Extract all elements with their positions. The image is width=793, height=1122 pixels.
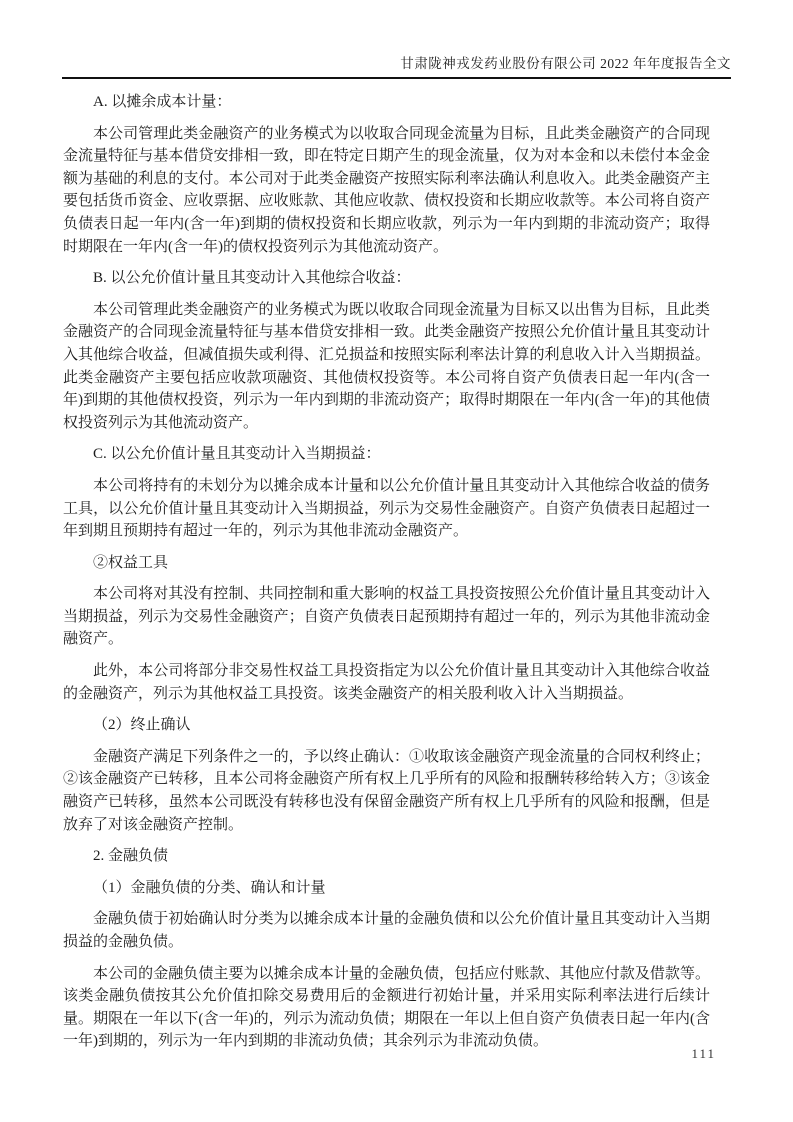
document-body (63, 91, 710, 1062)
heading-a-amortized-cost: A. 以摊余成本计量： (93, 94, 232, 110)
heading-liability-classification: （1）金融负债的分类、确认和计量 (93, 879, 326, 896)
paragraph-liability-measure: 本公司的金融负债主要为以摊余成本计量的金融负债，包括应付账款、其他应付款及借款等。该类金融负债按其公允价值扣除交易费用后的金额进行初始计量，并采用实际利率法进行后续计量。期限在一年以下(含一年)的，列示为流动负债；期限在一年以上但自资产负债表日起一年内(含一年)到期的，列示为一年内到期的非流动负债；其余列示为非流动负债。 (63, 965, 710, 1050)
report-header-title: 甘肃陇神戎发药业股份有限公司 2022 年年度报告全文 (62, 55, 731, 79)
paragraph-liability-initial: 金融负债于初始确认时分类为以摊余成本计量的金融负债和以公允价值计量且其变动计入当期损益的金融负债。 (63, 911, 710, 950)
paragraph-non-trading-equity: 此外，本公司将部分非交易性权益工具投资指定为以公允价值计量且其变动计入其他综合收益的金融资产，列示为其他权益工具投资。该类金融资产的相关股利收入计入当期损益。 (63, 663, 710, 702)
paragraph-derecognition: 金融资产满足下列条件之一的，予以终止确认：①收取该金融资产现金流量的合同权利终止；②该金融资产已转移，且本公司将金融资产所有权上几乎所有的风险和报酬转移给转入方；③该金融资产已转移，虽然本公司既没有转移也没有保留金融资产所有权上几乎所有的风险和报酬，但是放弃了对该金融资产控制。 (63, 748, 710, 833)
heading-c-fvtpl: C. 以公允价值计量且其变动计入当期损益： (93, 446, 381, 463)
heading-equity-instruments: ②权益工具 (93, 554, 169, 571)
heading-financial-liabilities: 2. 金融负债 (93, 848, 169, 865)
paragraph-fvtpl: 本公司将持有的未划分为以摊余成本计量和以公允价值计量且其变动计入其他综合收益的债务工具，以公允价值计量且其变动计入当期损益，列示为交易性金融资产。自资产负债表日起超过一年到期且预期持有超过一年的，列示为其他非流动金融资产。 (63, 477, 710, 540)
paragraph-fvoci: 本公司管理此类金融资产的业务模式为既以收取合同现金流量为目标又以出售为目标，且此类金融资产的合同现金流量特征与基本借贷安排相一致。此类金融资产按照公允价值计量且其变动计入其他综合收益，但减值损失或利得、汇兑损益和按照实际利率法计算的利息收入计入当期损益。此类金融资产主要包括应收款项融资、其他债权投资等。本公司将自资产负债表日起一年内(含一年)到期的其他债权投资，列示为一年内到期的非流动资产；取得时期限在一年内(含一年)的其他债权投资列示为其他流动资产。 (63, 301, 710, 431)
heading-derecognition: （2）终止确认 (93, 717, 191, 734)
paragraph-amortized-cost: 本公司管理此类金融资产的业务模式为以收取合同现金流量为目标，且此类金融资产的合同现金流量特征与基本借贷安排相一致，即在特定日期产生的现金流量，仅为对本金和以未偿付本金金额为基础的利息的支付。本公司对于此类金融资产按照实际利率法确认利息收入。此类金融资产主要包括货币资金、应收票据、应收账款、其他应收款、债权投资和长期应收款等。本公司将自资产负债表日起一年内(含一年)到期的债权投资和长期应收款，列示为一年内到期的非流动资产；取得时期限在一年内(含一年)的债权投资列示为其他流动资产。 (63, 125, 710, 255)
paragraph-equity-instruments: 本公司将对其没有控制、共同控制和重大影响的权益工具投资按照公允价值计量且其变动计入当期损益，列示为交易性金融资产；自资产负债表日起预期持有超过一年的，列示为其他非流动金融资产。 (63, 586, 710, 648)
heading-b-fvoci: B. 以公允价值计量且其变动计入其他综合收益： (93, 270, 411, 287)
page-number: 111 (691, 1046, 716, 1061)
